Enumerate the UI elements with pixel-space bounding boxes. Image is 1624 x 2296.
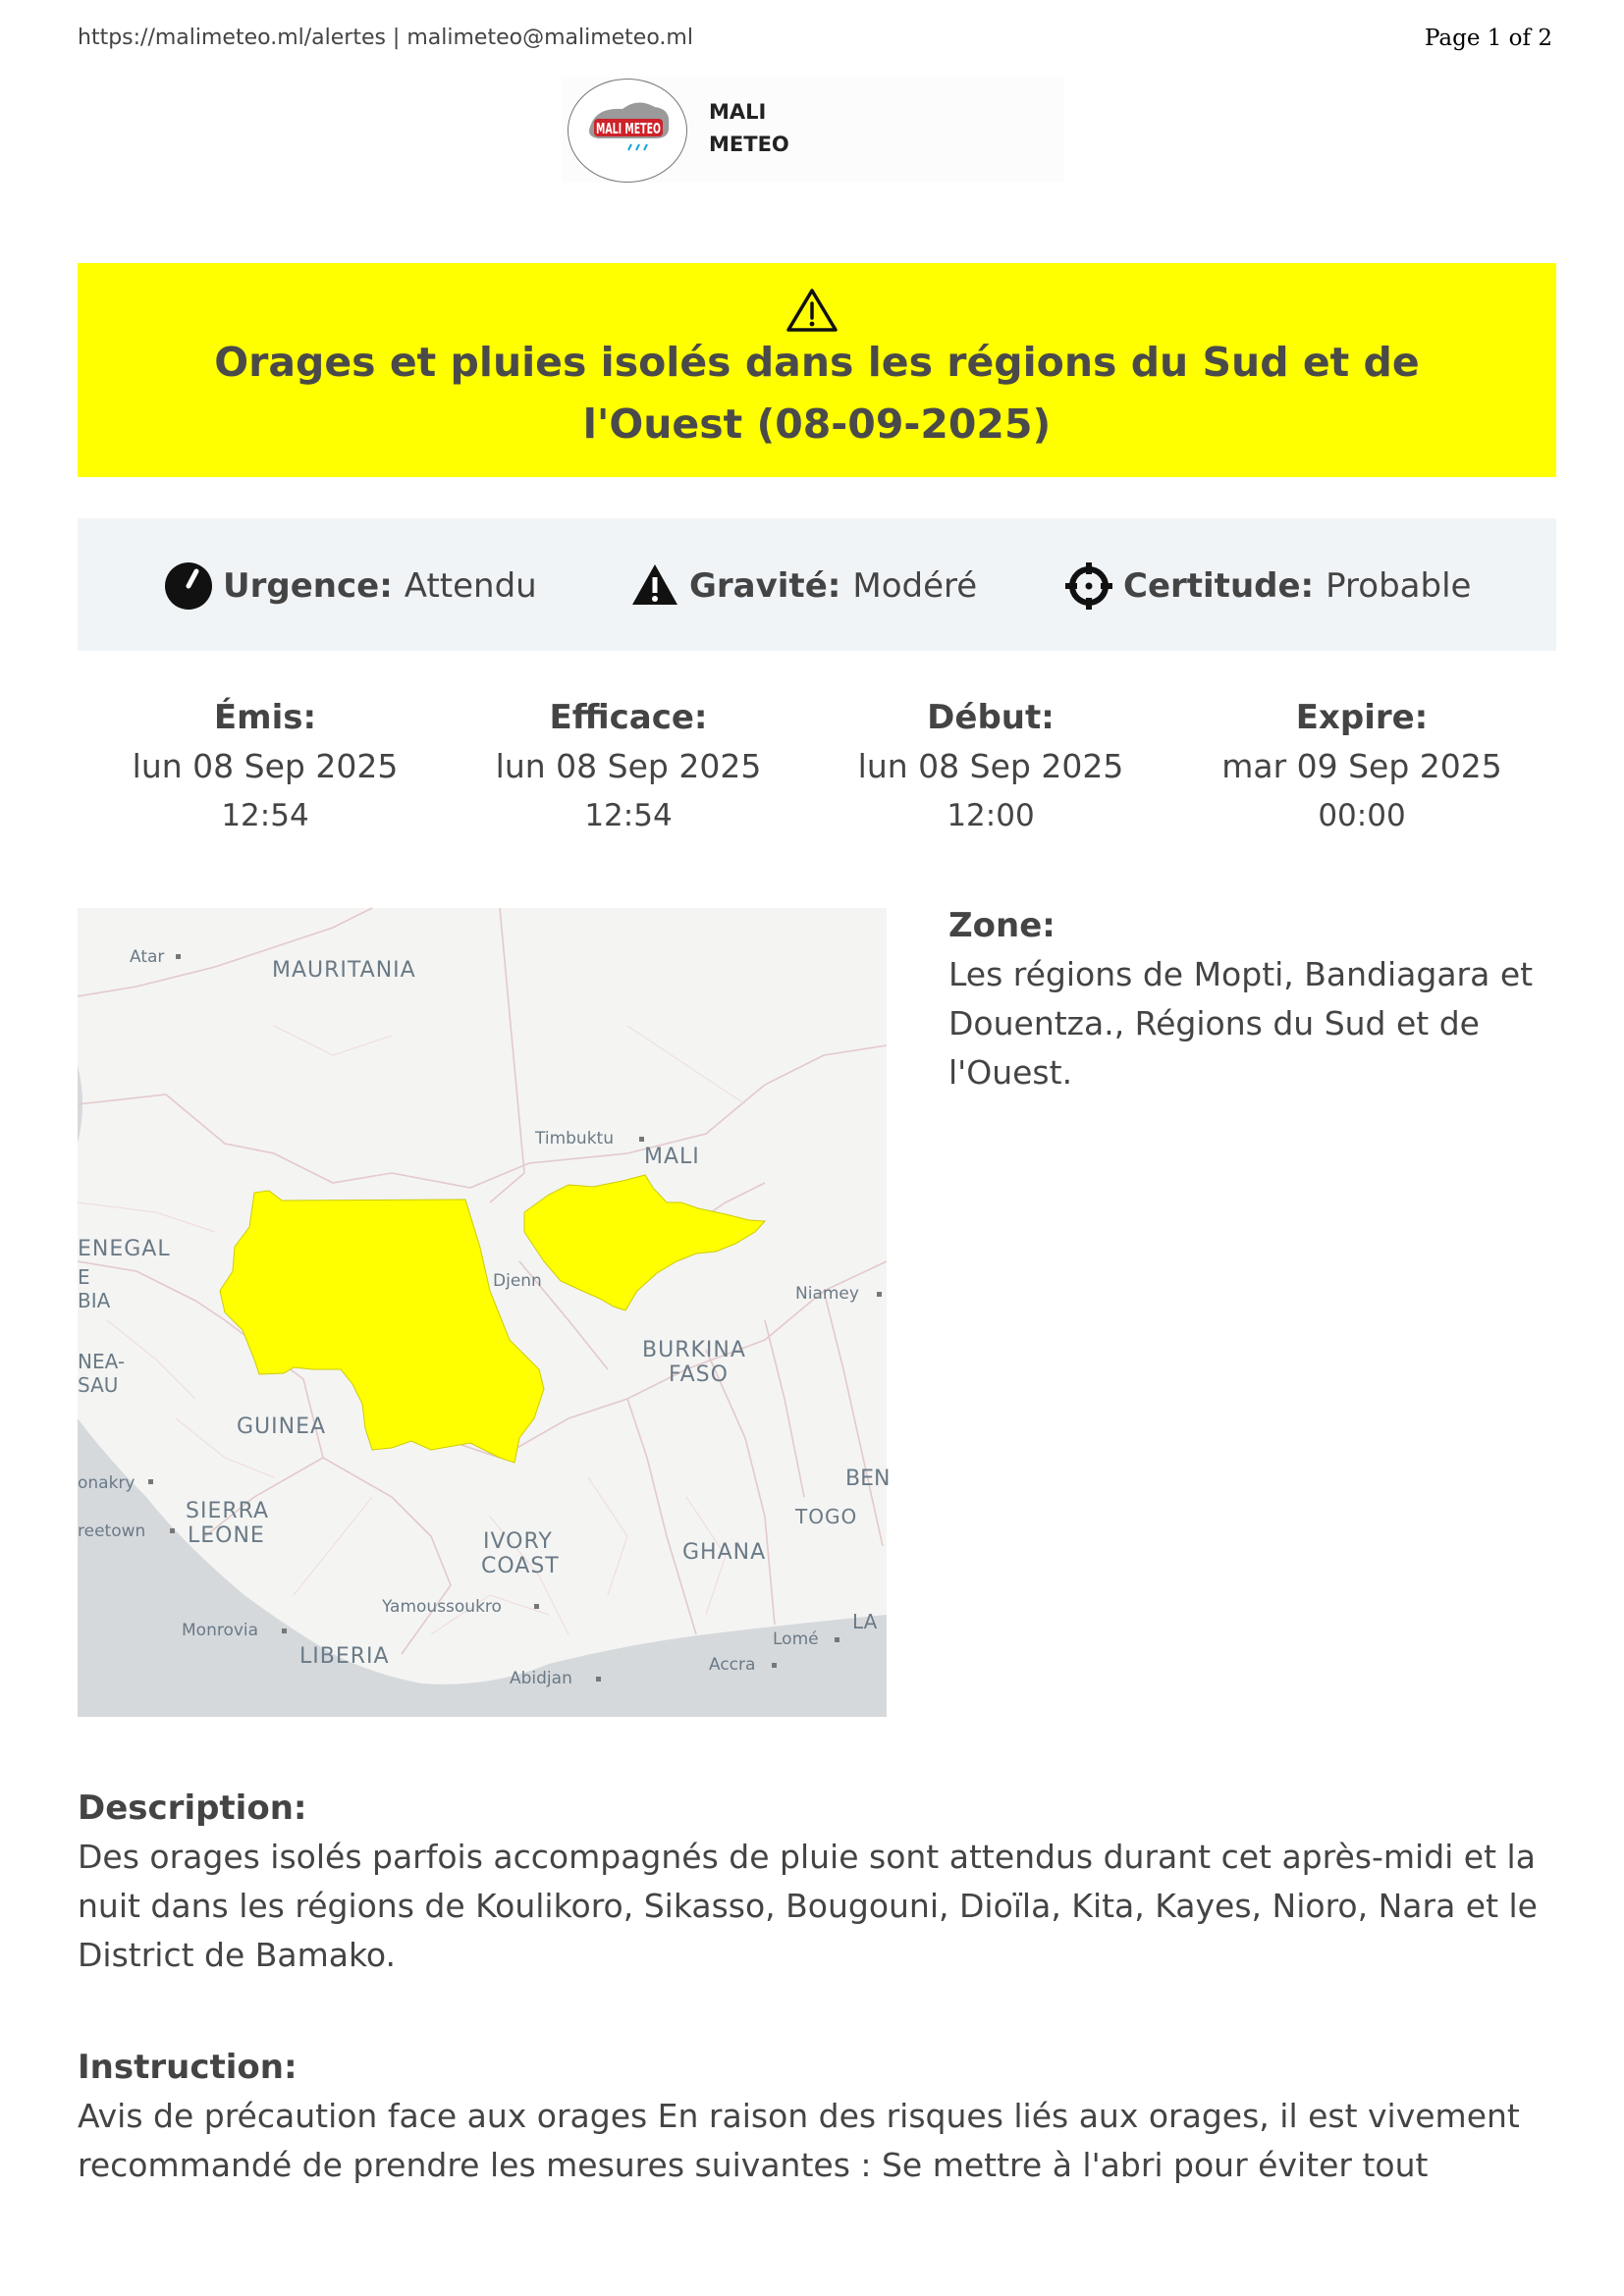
date-effective bbox=[452, 693, 805, 840]
severity-property bbox=[630, 561, 977, 611]
urgency-property bbox=[164, 561, 537, 611]
alert-properties bbox=[78, 518, 1556, 651]
zone-text: Les régions de Mopti, Bandiagara et Douentza., Régions du Sud et de l'Ouest. bbox=[948, 955, 1534, 1092]
label-lome: Lomé bbox=[773, 1629, 819, 1649]
logo-emblem-icon bbox=[568, 80, 686, 182]
label-ivory-1: IVORY bbox=[483, 1529, 553, 1554]
label-burkina-1: BURKINA bbox=[642, 1338, 746, 1362]
label-yamoussoukro: Yamoussoukro bbox=[382, 1597, 502, 1617]
severity-label: Gravité: bbox=[689, 566, 841, 606]
time-value: 12:54 bbox=[584, 798, 673, 833]
logo-name bbox=[709, 96, 789, 161]
logo bbox=[562, 77, 1064, 183]
alert-map[interactable] bbox=[78, 908, 891, 1717]
label-gambia-e: E bbox=[78, 1265, 90, 1289]
alert-banner bbox=[78, 263, 1556, 477]
time-value: 12:00 bbox=[947, 798, 1035, 833]
label-niamey: Niamey bbox=[795, 1284, 859, 1304]
zone-label: Zone: bbox=[948, 906, 1056, 945]
label-ghana: GHANA bbox=[682, 1540, 767, 1565]
label-accra: Accra bbox=[709, 1655, 756, 1675]
label-ivory-2: COAST bbox=[481, 1554, 560, 1578]
label-liberia: LIBERIA bbox=[299, 1644, 390, 1669]
date-issued bbox=[88, 693, 442, 840]
label-burkina-2: FASO bbox=[669, 1362, 729, 1387]
label-conakry: onakry bbox=[78, 1473, 135, 1493]
time-value: 12:54 bbox=[221, 798, 309, 833]
label-mali: MALI bbox=[644, 1145, 700, 1169]
label-sierra-1: SIERRA bbox=[186, 1499, 270, 1523]
logo-name-line2: METEO bbox=[709, 133, 789, 156]
certainty-property bbox=[1064, 561, 1471, 611]
label-timbuktu: Timbuktu bbox=[535, 1129, 614, 1148]
description-label: Description: bbox=[78, 1789, 307, 1828]
instruction-text: Avis de précaution face aux orages En raison des risques liés aux orages, il est vivement recommandé de prendre les mesures suivantes : Se mettre à l'abri pour éviter tout bbox=[78, 2097, 1520, 2184]
certainty-crosshair-icon bbox=[1064, 561, 1113, 611]
certainty-value: Probable bbox=[1326, 566, 1472, 606]
logo-mark bbox=[568, 79, 687, 183]
description-text: Des orages isolés parfois accompagnés de pluie sont attendus durant cet après-midi et la nuit dans les régions de Koulikoro, Sikasso, Bougouni, Dioïla, Kita, Kayes, Nioro, Nara et le District de Bamako. bbox=[78, 1838, 1538, 1974]
logo-name-line1: MALI bbox=[709, 100, 767, 124]
urgency-value: Attendu bbox=[404, 566, 537, 606]
urgency-label: Urgence: bbox=[223, 566, 393, 606]
label-gambia-bia: BIA bbox=[78, 1289, 111, 1312]
instruction-label: Instruction: bbox=[78, 2048, 298, 2087]
label-togo: TOGO bbox=[795, 1505, 858, 1528]
label-benin: BEN bbox=[845, 1467, 891, 1491]
zone-section bbox=[948, 901, 1557, 1097]
logo-mark-text: MALI METEO bbox=[596, 120, 661, 137]
instruction-section bbox=[78, 2043, 1570, 2190]
description-section bbox=[78, 1784, 1570, 1980]
map-canvas[interactable] bbox=[78, 908, 891, 1717]
label-lagos: LA bbox=[852, 1610, 878, 1633]
date-label: Efficace: bbox=[549, 698, 708, 737]
header-contact: https://malimeteo.ml/alertes | malimeteo@malimeteo.ml bbox=[78, 26, 693, 50]
severity-value: Modéré bbox=[852, 566, 978, 606]
label-guinea-bissau-1: NEA- bbox=[78, 1350, 126, 1373]
label-guinea: GUINEA bbox=[237, 1415, 327, 1439]
alert-title: Orages et pluies isolés dans les régions du Sud et de l'Ouest (08-09-2025) bbox=[214, 339, 1420, 448]
date-onset bbox=[814, 693, 1167, 840]
page-number: Page 1 of 2 bbox=[1424, 26, 1552, 51]
label-senegal: ENEGAL bbox=[78, 1237, 171, 1261]
dates-section bbox=[78, 693, 1556, 840]
date-value: lun 08 Sep 2025 bbox=[495, 747, 762, 785]
label-djenne: Djenn bbox=[493, 1271, 542, 1291]
label-freetown: reetown bbox=[78, 1522, 146, 1541]
date-label: Émis: bbox=[213, 698, 317, 737]
date-value: mar 09 Sep 2025 bbox=[1221, 747, 1502, 785]
time-value: 00:00 bbox=[1318, 798, 1406, 833]
severity-warning-icon bbox=[630, 561, 679, 611]
certainty-label: Certitude: bbox=[1123, 566, 1315, 606]
label-mauritania: MAURITANIA bbox=[272, 958, 416, 983]
urgency-clock-icon bbox=[164, 561, 213, 611]
date-label: Début: bbox=[927, 698, 1055, 737]
date-value: lun 08 Sep 2025 bbox=[857, 747, 1124, 785]
date-expires bbox=[1185, 693, 1539, 840]
date-label: Expire: bbox=[1295, 698, 1429, 737]
date-value: lun 08 Sep 2025 bbox=[132, 747, 399, 785]
label-monrovia: Monrovia bbox=[182, 1621, 259, 1640]
label-atar: Atar bbox=[130, 947, 165, 967]
warning-icon bbox=[785, 287, 839, 334]
label-sierra-2: LEONE bbox=[188, 1523, 265, 1548]
label-abidjan: Abidjan bbox=[510, 1669, 572, 1688]
label-guinea-bissau-2: SAU bbox=[78, 1373, 119, 1397]
